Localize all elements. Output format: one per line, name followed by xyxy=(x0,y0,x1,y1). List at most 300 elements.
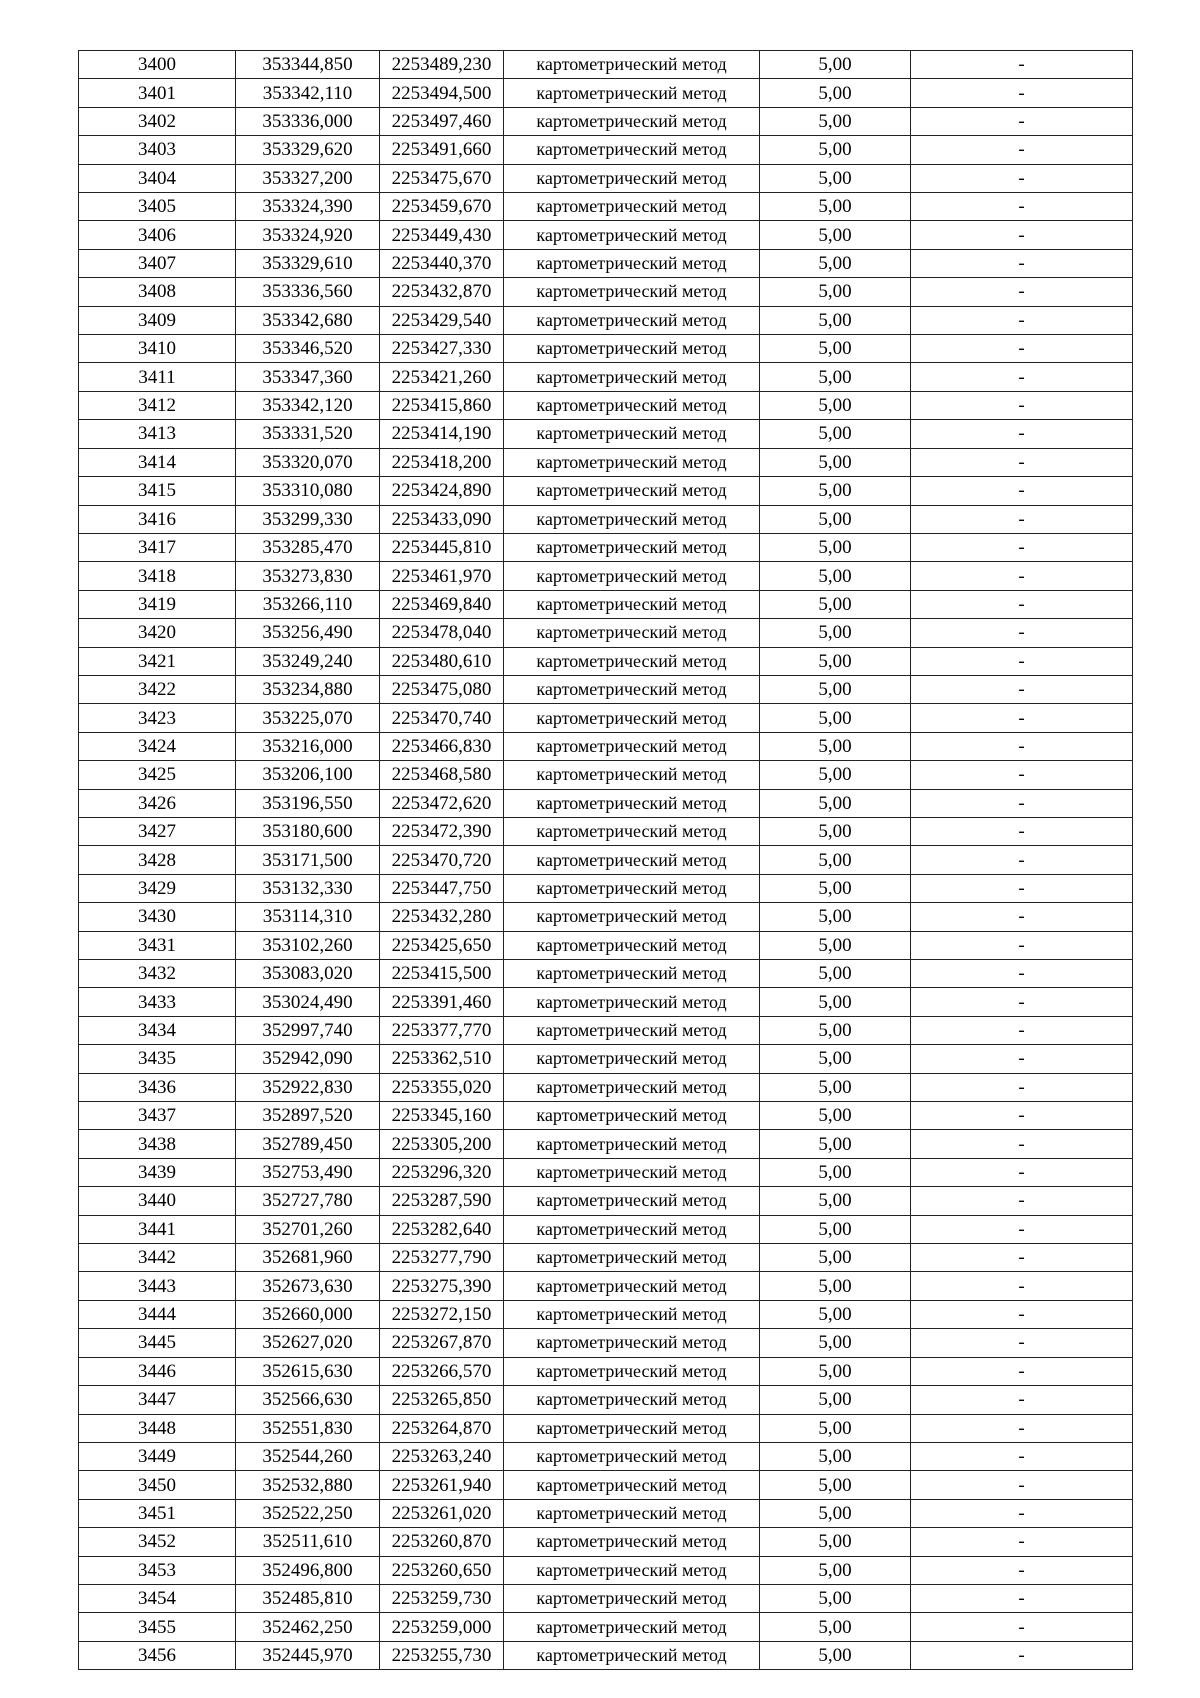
note-cell: - xyxy=(911,1613,1133,1641)
point-number-cell: 3422 xyxy=(79,675,236,703)
y-coordinate-cell: 2253466,830 xyxy=(380,732,504,760)
note-cell: - xyxy=(911,1414,1133,1442)
method-cell: картометрический метод xyxy=(504,1300,760,1328)
y-coordinate-cell: 2253470,740 xyxy=(380,704,504,732)
x-coordinate-cell: 353266,110 xyxy=(236,590,380,618)
y-coordinate-cell: 2253414,190 xyxy=(380,420,504,448)
note-cell: - xyxy=(911,960,1133,988)
note-cell: - xyxy=(911,505,1133,533)
y-coordinate-cell: 2253362,510 xyxy=(380,1045,504,1073)
table-row xyxy=(79,1158,1133,1186)
x-coordinate-cell: 353216,000 xyxy=(236,732,380,760)
point-number-cell: 3412 xyxy=(79,391,236,419)
y-coordinate-cell: 2253475,670 xyxy=(380,164,504,192)
point-number-cell: 3433 xyxy=(79,988,236,1016)
accuracy-cell: 5,00 xyxy=(760,1357,911,1385)
x-coordinate-cell: 352727,780 xyxy=(236,1187,380,1215)
point-number-cell: 3410 xyxy=(79,335,236,363)
point-number-cell: 3446 xyxy=(79,1357,236,1385)
x-coordinate-cell: 352627,020 xyxy=(236,1329,380,1357)
accuracy-cell: 5,00 xyxy=(760,761,911,789)
x-coordinate-cell: 353083,020 xyxy=(236,960,380,988)
table-row xyxy=(79,249,1133,277)
x-coordinate-cell: 353342,680 xyxy=(236,306,380,334)
method-cell: картометрический метод xyxy=(504,533,760,561)
method-cell: картометрический метод xyxy=(504,306,760,334)
point-number-cell: 3450 xyxy=(79,1471,236,1499)
y-coordinate-cell: 2253261,940 xyxy=(380,1471,504,1499)
x-coordinate-cell: 352997,740 xyxy=(236,1016,380,1044)
point-number-cell: 3443 xyxy=(79,1272,236,1300)
table-row xyxy=(79,1300,1133,1328)
note-cell: - xyxy=(911,1215,1133,1243)
x-coordinate-cell: 352615,630 xyxy=(236,1357,380,1385)
x-coordinate-cell: 353324,920 xyxy=(236,221,380,249)
note-cell: - xyxy=(911,164,1133,192)
accuracy-cell: 5,00 xyxy=(760,1584,911,1612)
note-cell: - xyxy=(911,704,1133,732)
note-cell: - xyxy=(911,477,1133,505)
method-cell: картометрический метод xyxy=(504,164,760,192)
y-coordinate-cell: 2253287,590 xyxy=(380,1187,504,1215)
point-number-cell: 3401 xyxy=(79,79,236,107)
point-number-cell: 3429 xyxy=(79,874,236,902)
table-row xyxy=(79,1556,1133,1584)
table-row xyxy=(79,1244,1133,1272)
x-coordinate-cell: 353327,200 xyxy=(236,164,380,192)
method-cell: картометрический метод xyxy=(504,1556,760,1584)
table-row xyxy=(79,533,1133,561)
accuracy-cell: 5,00 xyxy=(760,505,911,533)
method-cell: картометрический метод xyxy=(504,107,760,135)
method-cell: картометрический метод xyxy=(504,51,760,79)
method-cell: картометрический метод xyxy=(504,590,760,618)
point-number-cell: 3414 xyxy=(79,448,236,476)
table-row xyxy=(79,1528,1133,1556)
table-row xyxy=(79,335,1133,363)
method-cell: картометрический метод xyxy=(504,619,760,647)
y-coordinate-cell: 2253260,870 xyxy=(380,1528,504,1556)
x-coordinate-cell: 353310,080 xyxy=(236,477,380,505)
method-cell: картометрический метод xyxy=(504,505,760,533)
note-cell: - xyxy=(911,562,1133,590)
note-cell: - xyxy=(911,391,1133,419)
table-row xyxy=(79,704,1133,732)
accuracy-cell: 5,00 xyxy=(760,1329,911,1357)
method-cell: картометрический метод xyxy=(504,931,760,959)
note-cell: - xyxy=(911,136,1133,164)
table-row xyxy=(79,1386,1133,1414)
table-row xyxy=(79,1641,1133,1669)
x-coordinate-cell: 353344,850 xyxy=(236,51,380,79)
accuracy-cell: 5,00 xyxy=(760,1442,911,1470)
method-cell: картометрический метод xyxy=(504,391,760,419)
y-coordinate-cell: 2253355,020 xyxy=(380,1073,504,1101)
point-number-cell: 3421 xyxy=(79,647,236,675)
note-cell: - xyxy=(911,335,1133,363)
note-cell: - xyxy=(911,193,1133,221)
point-number-cell: 3413 xyxy=(79,420,236,448)
x-coordinate-cell: 353180,600 xyxy=(236,817,380,845)
x-coordinate-cell: 353225,070 xyxy=(236,704,380,732)
accuracy-cell: 5,00 xyxy=(760,1158,911,1186)
method-cell: картометрический метод xyxy=(504,278,760,306)
method-cell: картометрический метод xyxy=(504,1584,760,1612)
x-coordinate-cell: 353336,000 xyxy=(236,107,380,135)
method-cell: картометрический метод xyxy=(504,903,760,931)
note-cell: - xyxy=(911,1272,1133,1300)
accuracy-cell: 5,00 xyxy=(760,1016,911,1044)
x-coordinate-cell: 353285,470 xyxy=(236,533,380,561)
table-row xyxy=(79,1215,1133,1243)
table-row xyxy=(79,1499,1133,1527)
y-coordinate-cell: 2253259,000 xyxy=(380,1613,504,1641)
y-coordinate-cell: 2253472,390 xyxy=(380,817,504,845)
point-number-cell: 3440 xyxy=(79,1187,236,1215)
y-coordinate-cell: 2253432,280 xyxy=(380,903,504,931)
accuracy-cell: 5,00 xyxy=(760,619,911,647)
accuracy-cell: 5,00 xyxy=(760,1215,911,1243)
point-number-cell: 3441 xyxy=(79,1215,236,1243)
accuracy-cell: 5,00 xyxy=(760,107,911,135)
method-cell: картометрический метод xyxy=(504,1130,760,1158)
note-cell: - xyxy=(911,533,1133,561)
table-row xyxy=(79,931,1133,959)
table-row xyxy=(79,647,1133,675)
y-coordinate-cell: 2253475,080 xyxy=(380,675,504,703)
point-number-cell: 3434 xyxy=(79,1016,236,1044)
accuracy-cell: 5,00 xyxy=(760,1499,911,1527)
y-coordinate-cell: 2253275,390 xyxy=(380,1272,504,1300)
accuracy-cell: 5,00 xyxy=(760,335,911,363)
x-coordinate-cell: 352701,260 xyxy=(236,1215,380,1243)
table-row xyxy=(79,960,1133,988)
table-row xyxy=(79,1471,1133,1499)
table-row xyxy=(79,1357,1133,1385)
accuracy-cell: 5,00 xyxy=(760,363,911,391)
x-coordinate-cell: 353342,120 xyxy=(236,391,380,419)
note-cell: - xyxy=(911,51,1133,79)
table-row xyxy=(79,1329,1133,1357)
y-coordinate-cell: 2253259,730 xyxy=(380,1584,504,1612)
accuracy-cell: 5,00 xyxy=(760,960,911,988)
method-cell: картометрический метод xyxy=(504,1471,760,1499)
method-cell: картометрический метод xyxy=(504,1414,760,1442)
accuracy-cell: 5,00 xyxy=(760,1386,911,1414)
point-number-cell: 3452 xyxy=(79,1528,236,1556)
accuracy-cell: 5,00 xyxy=(760,448,911,476)
table-row xyxy=(79,306,1133,334)
note-cell: - xyxy=(911,1329,1133,1357)
y-coordinate-cell: 2253480,610 xyxy=(380,647,504,675)
y-coordinate-cell: 2253468,580 xyxy=(380,761,504,789)
x-coordinate-cell: 353234,880 xyxy=(236,675,380,703)
table-row xyxy=(79,675,1133,703)
table-row xyxy=(79,1442,1133,1470)
x-coordinate-cell: 352496,800 xyxy=(236,1556,380,1584)
accuracy-cell: 5,00 xyxy=(760,477,911,505)
note-cell: - xyxy=(911,789,1133,817)
point-number-cell: 3417 xyxy=(79,533,236,561)
x-coordinate-cell: 353342,110 xyxy=(236,79,380,107)
accuracy-cell: 5,00 xyxy=(760,1073,911,1101)
y-coordinate-cell: 2253415,860 xyxy=(380,391,504,419)
point-number-cell: 3431 xyxy=(79,931,236,959)
y-coordinate-cell: 2253260,650 xyxy=(380,1556,504,1584)
point-number-cell: 3424 xyxy=(79,732,236,760)
method-cell: картометрический метод xyxy=(504,363,760,391)
point-number-cell: 3444 xyxy=(79,1300,236,1328)
table-row xyxy=(79,874,1133,902)
x-coordinate-cell: 353102,260 xyxy=(236,931,380,959)
note-cell: - xyxy=(911,1528,1133,1556)
y-coordinate-cell: 2253266,570 xyxy=(380,1357,504,1385)
x-coordinate-cell: 353320,070 xyxy=(236,448,380,476)
x-coordinate-cell: 353347,360 xyxy=(236,363,380,391)
note-cell: - xyxy=(911,1045,1133,1073)
note-cell: - xyxy=(911,732,1133,760)
accuracy-cell: 5,00 xyxy=(760,789,911,817)
accuracy-cell: 5,00 xyxy=(760,1471,911,1499)
note-cell: - xyxy=(911,249,1133,277)
note-cell: - xyxy=(911,988,1133,1016)
table-row xyxy=(79,846,1133,874)
method-cell: картометрический метод xyxy=(504,1187,760,1215)
accuracy-cell: 5,00 xyxy=(760,533,911,561)
accuracy-cell: 5,00 xyxy=(760,193,911,221)
note-cell: - xyxy=(911,675,1133,703)
method-cell: картометрический метод xyxy=(504,420,760,448)
y-coordinate-cell: 2253282,640 xyxy=(380,1215,504,1243)
point-number-cell: 3425 xyxy=(79,761,236,789)
y-coordinate-cell: 2253296,320 xyxy=(380,1158,504,1186)
table-row xyxy=(79,903,1133,931)
y-coordinate-cell: 2253418,200 xyxy=(380,448,504,476)
point-number-cell: 3404 xyxy=(79,164,236,192)
method-cell: картометрический метод xyxy=(504,335,760,363)
x-coordinate-cell: 352485,810 xyxy=(236,1584,380,1612)
table-row xyxy=(79,789,1133,817)
point-number-cell: 3453 xyxy=(79,1556,236,1584)
point-number-cell: 3447 xyxy=(79,1386,236,1414)
table-row xyxy=(79,1102,1133,1130)
y-coordinate-cell: 2253470,720 xyxy=(380,846,504,874)
accuracy-cell: 5,00 xyxy=(760,1641,911,1669)
table-row xyxy=(79,732,1133,760)
y-coordinate-cell: 2253478,040 xyxy=(380,619,504,647)
x-coordinate-cell: 352445,970 xyxy=(236,1641,380,1669)
table-body xyxy=(79,51,1133,1670)
table-row xyxy=(79,1130,1133,1158)
x-coordinate-cell: 352511,610 xyxy=(236,1528,380,1556)
point-number-cell: 3454 xyxy=(79,1584,236,1612)
note-cell: - xyxy=(911,1073,1133,1101)
note-cell: - xyxy=(911,107,1133,135)
table-row xyxy=(79,420,1133,448)
method-cell: картометрический метод xyxy=(504,79,760,107)
y-coordinate-cell: 2253429,540 xyxy=(380,306,504,334)
method-cell: картометрический метод xyxy=(504,221,760,249)
accuracy-cell: 5,00 xyxy=(760,874,911,902)
y-coordinate-cell: 2253421,260 xyxy=(380,363,504,391)
x-coordinate-cell: 352566,630 xyxy=(236,1386,380,1414)
accuracy-cell: 5,00 xyxy=(760,1272,911,1300)
y-coordinate-cell: 2253427,330 xyxy=(380,335,504,363)
table-row xyxy=(79,1414,1133,1442)
note-cell: - xyxy=(911,79,1133,107)
table-row xyxy=(79,590,1133,618)
table-row xyxy=(79,79,1133,107)
point-number-cell: 3411 xyxy=(79,363,236,391)
y-coordinate-cell: 2253424,890 xyxy=(380,477,504,505)
table-row xyxy=(79,1016,1133,1044)
y-coordinate-cell: 2253432,870 xyxy=(380,278,504,306)
accuracy-cell: 5,00 xyxy=(760,846,911,874)
method-cell: картометрический метод xyxy=(504,1329,760,1357)
point-number-cell: 3435 xyxy=(79,1045,236,1073)
y-coordinate-cell: 2253433,090 xyxy=(380,505,504,533)
note-cell: - xyxy=(911,448,1133,476)
y-coordinate-cell: 2253345,160 xyxy=(380,1102,504,1130)
method-cell: картометрический метод xyxy=(504,1442,760,1470)
accuracy-cell: 5,00 xyxy=(760,249,911,277)
table-row xyxy=(79,221,1133,249)
point-number-cell: 3409 xyxy=(79,306,236,334)
method-cell: картометрический метод xyxy=(504,789,760,817)
note-cell: - xyxy=(911,278,1133,306)
y-coordinate-cell: 2253263,240 xyxy=(380,1442,504,1470)
point-number-cell: 3403 xyxy=(79,136,236,164)
y-coordinate-cell: 2253261,020 xyxy=(380,1499,504,1527)
y-coordinate-cell: 2253472,620 xyxy=(380,789,504,817)
method-cell: картометрический метод xyxy=(504,1641,760,1669)
point-number-cell: 3427 xyxy=(79,817,236,845)
note-cell: - xyxy=(911,874,1133,902)
accuracy-cell: 5,00 xyxy=(760,903,911,931)
x-coordinate-cell: 352789,450 xyxy=(236,1130,380,1158)
note-cell: - xyxy=(911,846,1133,874)
note-cell: - xyxy=(911,363,1133,391)
note-cell: - xyxy=(911,221,1133,249)
note-cell: - xyxy=(911,1300,1133,1328)
method-cell: картометрический метод xyxy=(504,1016,760,1044)
x-coordinate-cell: 353132,330 xyxy=(236,874,380,902)
x-coordinate-cell: 353299,330 xyxy=(236,505,380,533)
method-cell: картометрический метод xyxy=(504,1073,760,1101)
table-row xyxy=(79,619,1133,647)
accuracy-cell: 5,00 xyxy=(760,1528,911,1556)
method-cell: картометрический метод xyxy=(504,477,760,505)
method-cell: картометрический метод xyxy=(504,761,760,789)
accuracy-cell: 5,00 xyxy=(760,590,911,618)
note-cell: - xyxy=(911,1357,1133,1385)
x-coordinate-cell: 353336,560 xyxy=(236,278,380,306)
table-row xyxy=(79,1613,1133,1641)
y-coordinate-cell: 2253494,500 xyxy=(380,79,504,107)
table-row xyxy=(79,1584,1133,1612)
point-number-cell: 3448 xyxy=(79,1414,236,1442)
x-coordinate-cell: 352673,630 xyxy=(236,1272,380,1300)
method-cell: картометрический метод xyxy=(504,846,760,874)
point-number-cell: 3418 xyxy=(79,562,236,590)
table-row xyxy=(79,164,1133,192)
x-coordinate-cell: 353329,620 xyxy=(236,136,380,164)
accuracy-cell: 5,00 xyxy=(760,1414,911,1442)
accuracy-cell: 5,00 xyxy=(760,278,911,306)
method-cell: картометрический метод xyxy=(504,562,760,590)
x-coordinate-cell: 352681,960 xyxy=(236,1244,380,1272)
table-row xyxy=(79,1073,1133,1101)
x-coordinate-cell: 353273,830 xyxy=(236,562,380,590)
method-cell: картометрический метод xyxy=(504,817,760,845)
method-cell: картометрический метод xyxy=(504,249,760,277)
point-number-cell: 3449 xyxy=(79,1442,236,1470)
accuracy-cell: 5,00 xyxy=(760,420,911,448)
point-number-cell: 3442 xyxy=(79,1244,236,1272)
method-cell: картометрический метод xyxy=(504,193,760,221)
method-cell: картометрический метод xyxy=(504,1244,760,1272)
table-row xyxy=(79,562,1133,590)
accuracy-cell: 5,00 xyxy=(760,1613,911,1641)
accuracy-cell: 5,00 xyxy=(760,136,911,164)
x-coordinate-cell: 352922,830 xyxy=(236,1073,380,1101)
point-number-cell: 3456 xyxy=(79,1641,236,1669)
table-row xyxy=(79,363,1133,391)
point-number-cell: 3436 xyxy=(79,1073,236,1101)
table-row xyxy=(79,1187,1133,1215)
x-coordinate-cell: 353331,520 xyxy=(236,420,380,448)
y-coordinate-cell: 2253449,430 xyxy=(380,221,504,249)
note-cell: - xyxy=(911,1158,1133,1186)
point-number-cell: 3430 xyxy=(79,903,236,931)
table-row xyxy=(79,477,1133,505)
note-cell: - xyxy=(911,619,1133,647)
method-cell: картометрический метод xyxy=(504,1613,760,1641)
point-number-cell: 3455 xyxy=(79,1613,236,1641)
accuracy-cell: 5,00 xyxy=(760,1130,911,1158)
y-coordinate-cell: 2253305,200 xyxy=(380,1130,504,1158)
point-number-cell: 3426 xyxy=(79,789,236,817)
accuracy-cell: 5,00 xyxy=(760,704,911,732)
accuracy-cell: 5,00 xyxy=(760,1102,911,1130)
note-cell: - xyxy=(911,1244,1133,1272)
y-coordinate-cell: 2253447,750 xyxy=(380,874,504,902)
method-cell: картометрический метод xyxy=(504,704,760,732)
accuracy-cell: 5,00 xyxy=(760,164,911,192)
point-number-cell: 3400 xyxy=(79,51,236,79)
x-coordinate-cell: 353196,550 xyxy=(236,789,380,817)
x-coordinate-cell: 353024,490 xyxy=(236,988,380,1016)
y-coordinate-cell: 2253264,870 xyxy=(380,1414,504,1442)
x-coordinate-cell: 352897,520 xyxy=(236,1102,380,1130)
accuracy-cell: 5,00 xyxy=(760,1300,911,1328)
accuracy-cell: 5,00 xyxy=(760,221,911,249)
y-coordinate-cell: 2253440,370 xyxy=(380,249,504,277)
note-cell: - xyxy=(911,1584,1133,1612)
note-cell: - xyxy=(911,761,1133,789)
table-row xyxy=(79,761,1133,789)
note-cell: - xyxy=(911,1499,1133,1527)
x-coordinate-cell: 353329,610 xyxy=(236,249,380,277)
x-coordinate-cell: 352551,830 xyxy=(236,1414,380,1442)
table-row xyxy=(79,448,1133,476)
x-coordinate-cell: 352660,000 xyxy=(236,1300,380,1328)
accuracy-cell: 5,00 xyxy=(760,79,911,107)
table-row xyxy=(79,136,1133,164)
y-coordinate-cell: 2253265,850 xyxy=(380,1386,504,1414)
table-row xyxy=(79,107,1133,135)
y-coordinate-cell: 2253469,840 xyxy=(380,590,504,618)
